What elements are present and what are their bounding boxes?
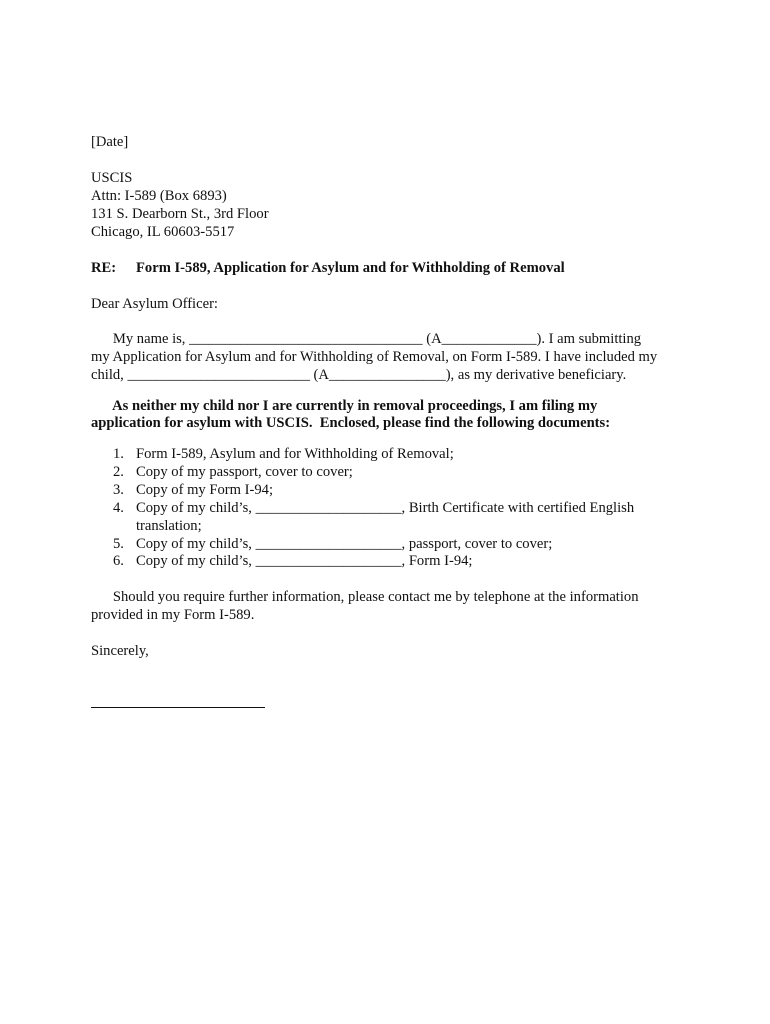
date-line: [Date]: [91, 134, 129, 150]
para1-line-1: My name is, ________________________________ (A_____________). I am submitting: [91, 331, 642, 347]
para2-line-2: application for asylum with USCIS. Enclosed, please find the following documents:: [91, 415, 611, 431]
address-line-1: USCIS: [91, 170, 133, 186]
list-item-3: Copy of my Form I-94;: [136, 482, 274, 498]
address-line-4: Chicago, IL 60603-5517: [91, 224, 235, 240]
list-item-4: Copy of my child’s, ____________________, Birth Certificate with certified English: [136, 500, 635, 516]
list-item-1: Form I-589, Asylum and for Withholding of Removal;: [136, 446, 454, 462]
list-number-1: 1.: [113, 446, 124, 462]
salutation: Dear Asylum Officer:: [91, 296, 218, 312]
para3-line-2: provided in my Form I-589.: [91, 607, 255, 623]
para3-line-1: Should you require further information, please contact me by telephone at the information: [91, 589, 639, 605]
list-number-3: 3.: [113, 482, 124, 498]
re-label: RE:: [91, 260, 117, 276]
list-item-2: Copy of my passport, cover to cover;: [136, 464, 353, 480]
signature-line: [91, 707, 265, 708]
list-number-5: 5.: [113, 536, 124, 552]
address-line-3: 131 S. Dearborn St., 3rd Floor: [91, 206, 269, 222]
re-subject: Form I-589, Application for Asylum and for Withholding of Removal: [136, 260, 565, 276]
list-item-4-continued: translation;: [136, 518, 202, 534]
list-item-5: Copy of my child’s, ____________________, passport, cover to cover;: [136, 536, 553, 552]
list-number-6: 6.: [113, 553, 124, 569]
list-number-4: 4.: [113, 500, 124, 516]
para1-line-3: child, _________________________ (A________________), as my derivative beneficiary.: [91, 367, 627, 383]
para2-line-1: As neither my child nor I are currently in removal proceedings, I am filing my: [91, 398, 598, 414]
list-item-6: Copy of my child’s, ____________________, Form I-94;: [136, 553, 473, 569]
closing: Sincerely,: [91, 643, 149, 659]
address-line-2: Attn: I-589 (Box 6893): [91, 188, 227, 204]
list-number-2: 2.: [113, 464, 124, 480]
para1-line-2: my Application for Asylum and for Withholding of Removal, on Form I-589. I have included my: [91, 349, 658, 365]
